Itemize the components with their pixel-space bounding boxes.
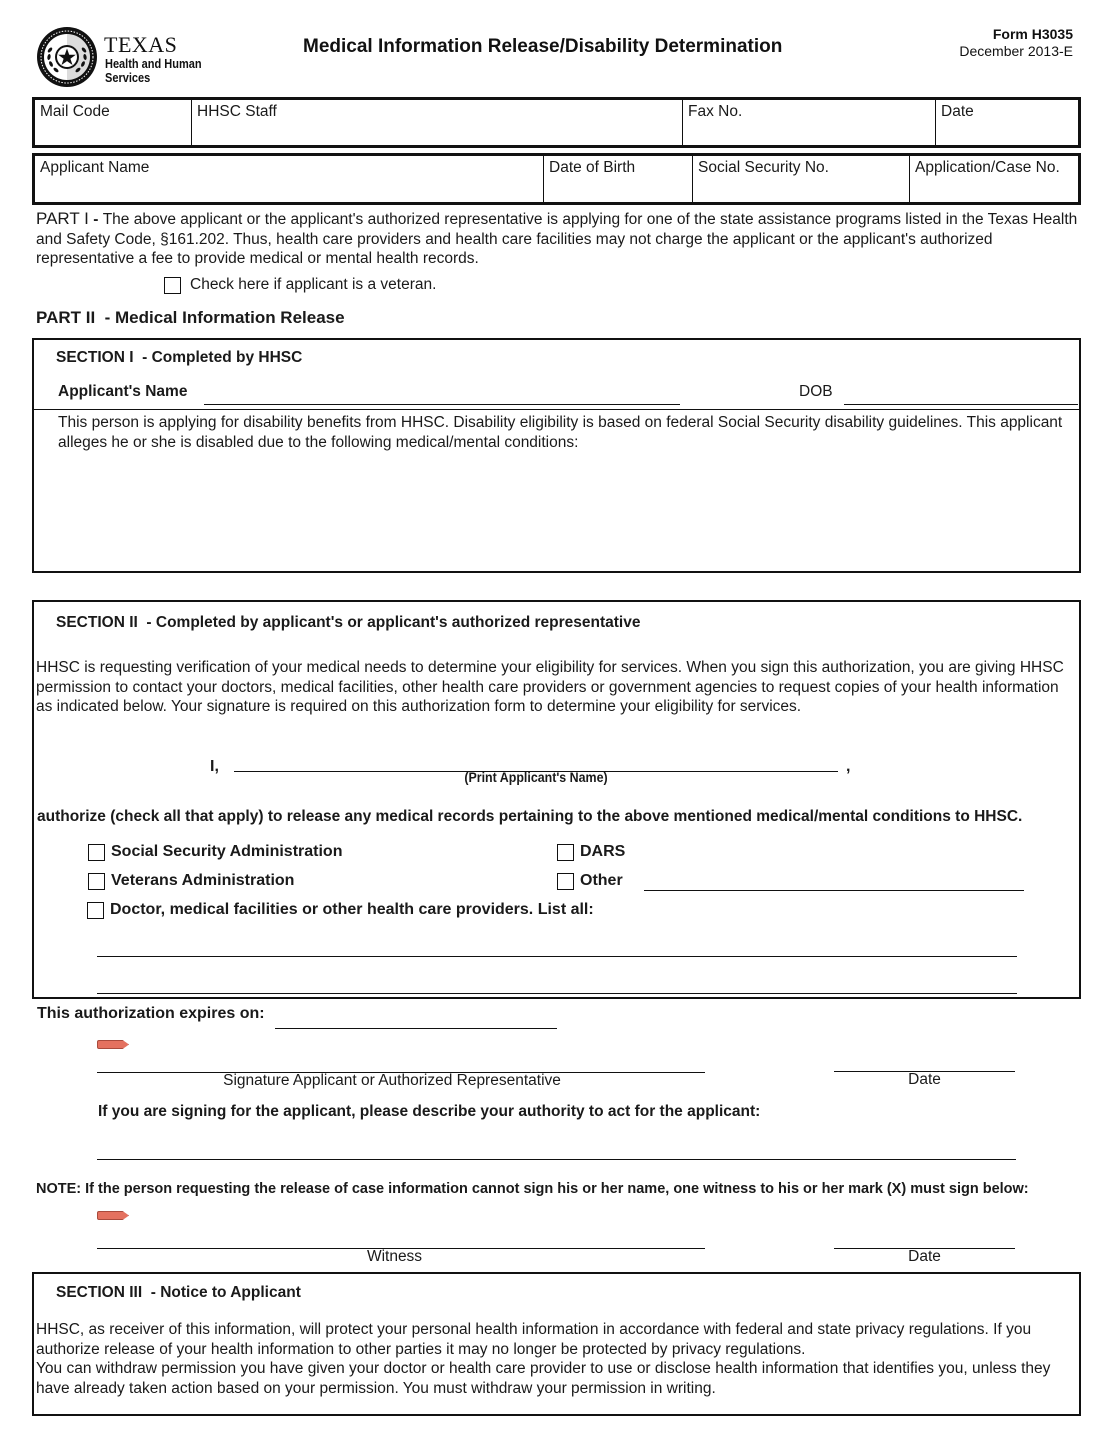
section2-title: SECTION II - Completed by applicant's or applicant's authorized representative <box>56 614 641 631</box>
authority-input-line[interactable] <box>97 1159 1016 1160</box>
dob-label: DOB <box>799 383 833 400</box>
section3-title: SECTION III - Notice to Applicant <box>56 1284 301 1301</box>
option-ssa[interactable] <box>88 843 342 861</box>
witness-label: Witness <box>366 1248 423 1265</box>
option-dars[interactable] <box>557 843 625 861</box>
fax-no-field[interactable] <box>683 99 936 147</box>
ssn-label: Social Security No. <box>698 159 829 176</box>
staff-info-table <box>32 97 1081 148</box>
part1-text: The above applicant or the applicant's authorized representative is applying for one of the state assistance programs listed in the Texas Health and Safety Code, §161.202. Thus, health care providers and health care facilities may not charge the applicant or the applicant's authorized representative a fee to provide medical or mental health records. <box>36 211 1078 267</box>
applicant-info-table <box>32 153 1081 205</box>
date-label: Date <box>941 103 974 120</box>
hhsc-staff-field[interactable] <box>192 99 683 147</box>
other-checkbox[interactable] <box>557 873 574 890</box>
part1-paragraph <box>36 209 1081 269</box>
form-date: December 2013-E <box>959 43 1073 59</box>
date-of-birth-field[interactable] <box>544 155 693 204</box>
other-label: Other <box>580 872 623 889</box>
logo-state-text: TEXAS <box>104 32 178 57</box>
section1-title: SECTION I - Completed by HHSC <box>56 349 303 366</box>
applicant-name-field[interactable] <box>34 155 544 204</box>
page-title: Medical Information Release/Disability Determination <box>303 36 783 57</box>
case-no-field[interactable] <box>910 155 1080 204</box>
part2-title: PART II - Medical Information Release <box>36 308 345 327</box>
date-of-birth-label: Date of Birth <box>549 159 636 176</box>
section1-box <box>32 338 1081 573</box>
section3-para-1: HHSC, as receiver of this information, will protect your personal health information in accordance with federal and state privacy regulations. If you authorize release of your health information to other parties it may no longer be protected by privacy regulations. <box>36 1321 1032 1358</box>
form-id <box>959 26 1073 60</box>
applicant-name-label: Applicant Name <box>40 159 150 176</box>
date-field[interactable] <box>936 99 1080 147</box>
option-other[interactable] <box>557 872 623 890</box>
expires-label: This authorization expires on: <box>37 1005 265 1022</box>
logo-line-2: Services <box>105 71 151 85</box>
part1-dash: - <box>88 211 103 228</box>
logo-line-1: Health and Human <box>105 57 202 71</box>
witness-note: NOTE: If the person requesting the release of case information cannot sign his or her name, one witness to his or her mark (X) must sign below: <box>36 1181 1029 1197</box>
va-label: Veterans Administration <box>111 872 295 889</box>
case-no-label: Application/Case No. <box>915 159 1060 176</box>
signature-date-label: Date <box>908 1071 941 1088</box>
ssn-field[interactable] <box>693 155 910 204</box>
authority-label: If you are signing for the applicant, please describe your authority to act for the applicant: <box>98 1103 761 1120</box>
authorize-text: authorize (check all that apply) to release any medical records pertaining to the above mentioned medical/mental conditions to HHSC. <box>37 808 1023 825</box>
part1-label: PART I <box>36 209 89 228</box>
providers-checkbox[interactable] <box>87 902 104 919</box>
dob-input-line[interactable] <box>844 404 1078 405</box>
dars-checkbox[interactable] <box>557 844 574 861</box>
providers-input-line-2[interactable] <box>97 993 1017 994</box>
va-checkbox[interactable] <box>88 873 105 890</box>
dars-label: DARS <box>580 843 626 860</box>
sign-here-tag-icon-2 <box>97 1211 129 1220</box>
providers-input-line-1[interactable] <box>97 956 1017 957</box>
option-providers[interactable] <box>87 901 594 919</box>
other-input-line[interactable] <box>644 890 1024 891</box>
applicant-name-input-line[interactable] <box>204 404 680 405</box>
section1-divider <box>34 409 1079 410</box>
ssa-checkbox[interactable] <box>88 844 105 861</box>
section3-text <box>36 1320 1076 1398</box>
section2-text: HHSC is requesting verification of your medical needs to determine your eligibility for services. When you sign this authorization, you are giving HHSC permission to contact your doctors, medical facilities, other health care providers or government agencies to request copies of your health information as indicated below. Your signature is required on this authorization form to determine your eligibility for services. <box>36 659 1064 715</box>
option-va[interactable] <box>88 872 294 890</box>
section1-text: This person is applying for disability benefits from HHSC. Disability eligibility is based on federal Social Security disability guidelines. This applicant alleges he or she is disabled due to the following medical/mental conditions: <box>58 414 1063 451</box>
conditions-textarea[interactable] <box>56 455 1066 565</box>
comma: , <box>846 758 851 775</box>
witness-date-label: Date <box>908 1248 941 1265</box>
ssa-label: Social Security Administration <box>111 843 343 860</box>
hhsc-staff-label: HHSC Staff <box>197 103 277 120</box>
veteran-checkbox-row[interactable] <box>164 276 436 294</box>
section3-box <box>32 1272 1081 1416</box>
form-number: Form H3035 <box>992 26 1073 42</box>
print-name-caption: (Print Applicant's Name) <box>464 770 608 785</box>
texas-seal-icon <box>36 26 98 88</box>
applicant-name-label-s1: Applicant's Name <box>58 383 188 400</box>
i-label: I, <box>210 758 219 775</box>
veteran-checkbox-label: Check here if applicant is a veteran. <box>190 276 437 293</box>
sign-here-tag-icon <box>97 1040 129 1049</box>
fax-no-label: Fax No. <box>688 103 743 120</box>
logo-agency-text <box>105 57 202 85</box>
expires-input-line[interactable] <box>275 1028 557 1029</box>
mail-code-label: Mail Code <box>40 103 110 120</box>
providers-label: Doctor, medical facilities or other health care providers. List all: <box>110 901 594 918</box>
section2-box <box>32 600 1081 999</box>
veteran-checkbox[interactable] <box>164 277 181 294</box>
signature-label: Signature Applicant or Authorized Representative <box>223 1072 561 1089</box>
section3-para-2: You can withdraw permission you have given your doctor or health care provider to use or disclose health information that identifies you, unless they have already taken action based on your permission. You must withdraw your permission in writing. <box>36 1360 1051 1397</box>
mail-code-field[interactable] <box>34 99 192 147</box>
